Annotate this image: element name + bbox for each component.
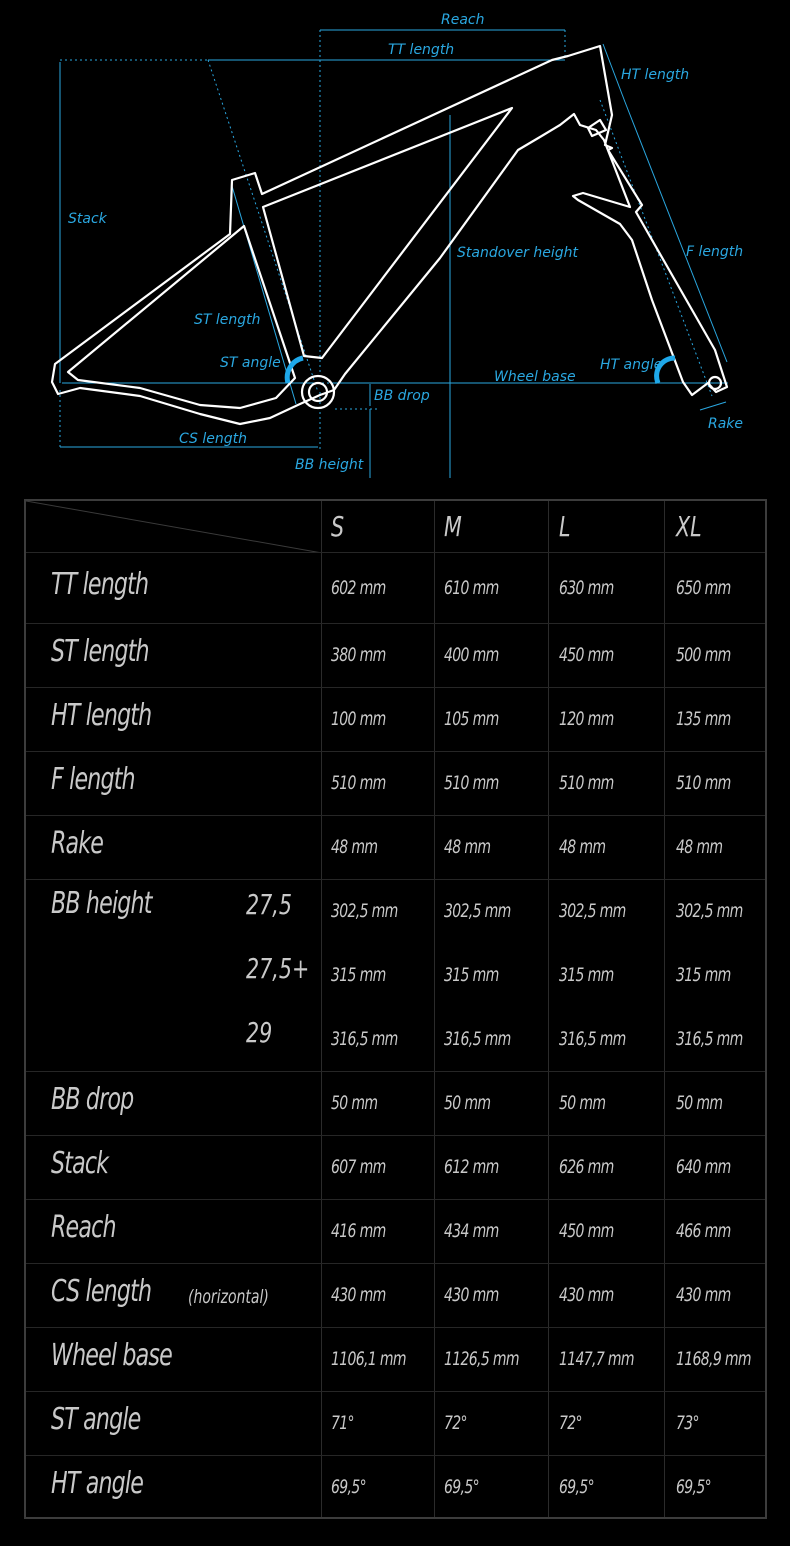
table-cell: 302,5 mm (444, 900, 511, 922)
size-header-m: M (444, 510, 462, 543)
table-row-f-length (26, 752, 765, 816)
label-f-length: F length (686, 244, 744, 260)
label-bb-drop: BB drop (374, 388, 430, 404)
table-cell: 510 mm (559, 772, 614, 794)
table-cell: 48 mm (331, 836, 378, 858)
label-st-angle: ST angle (220, 355, 281, 371)
table-cell: 640 mm (676, 1156, 731, 1178)
row-label-f-length: F length (51, 762, 135, 797)
table-cell: 100 mm (331, 708, 386, 730)
wheel-size-label: 27,5 (246, 888, 292, 921)
table-row-stack (26, 1136, 765, 1200)
table-cell: 450 mm (559, 644, 614, 666)
size-header-xl: XL (676, 510, 702, 543)
table-cell: 510 mm (331, 772, 386, 794)
label-bb-height: BB height (295, 457, 364, 473)
table-cell: 316,5 mm (676, 1028, 743, 1050)
row-label-wheel-base: Wheel base (51, 1338, 172, 1373)
table-cell: 72° (559, 1412, 582, 1434)
table-cell: 1147,7 mm (559, 1348, 634, 1370)
row-label-reach: Reach (51, 1210, 116, 1245)
table-row-ht-length (26, 688, 765, 752)
table-cell: 430 mm (331, 1284, 386, 1306)
table-cell: 626 mm (559, 1156, 614, 1178)
table-cell: 135 mm (676, 708, 731, 730)
table-cell: 302,5 mm (331, 900, 398, 922)
label-cs-length: CS length (179, 431, 247, 447)
table-row-wheel-base (26, 1328, 765, 1392)
table-cell: 316,5 mm (444, 1028, 511, 1050)
table-cell: 315 mm (444, 964, 499, 986)
table-cell: 430 mm (444, 1284, 499, 1306)
table-cell: 500 mm (676, 644, 731, 666)
table-cell: 400 mm (444, 644, 499, 666)
table-cell: 316,5 mm (331, 1028, 398, 1050)
table-cell: 315 mm (676, 964, 731, 986)
size-header-s: S (331, 510, 345, 543)
wheel-size-label: 29 (246, 1016, 273, 1049)
table-cell: 650 mm (676, 576, 731, 599)
row-label-bb-drop: BB drop (51, 1082, 134, 1117)
table-cell: 630 mm (559, 576, 614, 599)
table-row-reach (26, 1200, 765, 1264)
table-cell: 430 mm (676, 1284, 731, 1306)
label-wheel-base: Wheel base (494, 369, 576, 385)
table-cell: 315 mm (559, 964, 614, 986)
table-cell: 450 mm (559, 1220, 614, 1242)
table-cell: 69,5° (559, 1476, 594, 1498)
row-label-st-length: ST length (51, 634, 149, 669)
table-cell: 302,5 mm (559, 900, 626, 922)
wheel-size-label: 27,5+ (246, 952, 310, 985)
table-cell: 316,5 mm (559, 1028, 626, 1050)
table-row-rake (26, 816, 765, 880)
label-tt-length: TT length (388, 42, 455, 58)
label-standover-height: Standover height (457, 245, 579, 261)
dimension-lines (60, 30, 728, 478)
table-cell: 50 mm (331, 1092, 378, 1114)
table-row-st-length (26, 624, 765, 688)
row-label-cs-length: CS length (51, 1274, 152, 1309)
table-header-row (26, 501, 765, 553)
geometry-table (24, 499, 767, 1519)
table-cell: 50 mm (559, 1092, 606, 1114)
table-row-st-angle (26, 1392, 765, 1456)
table-cell: 610 mm (444, 576, 499, 599)
table-cell: 510 mm (676, 772, 731, 794)
table-cell: 602 mm (331, 576, 386, 599)
table-cell: 1126,5 mm (444, 1348, 519, 1370)
table-cell: 105 mm (444, 708, 499, 730)
table-cell: 510 mm (444, 772, 499, 794)
table-cell: 466 mm (676, 1220, 731, 1242)
label-stack: Stack (68, 211, 107, 227)
table-row-ht-angle (26, 1456, 765, 1520)
table-cell: 69,5° (444, 1476, 479, 1498)
table-cell: 120 mm (559, 708, 614, 730)
table-cell: 302,5 mm (676, 900, 743, 922)
table-row-tt-length (26, 553, 765, 624)
table-cell: 71° (331, 1412, 354, 1434)
table-cell: 607 mm (331, 1156, 386, 1178)
row-label-note: (horizontal) (188, 1286, 269, 1308)
frame-geometry-diagram (0, 0, 790, 495)
table-cell: 72° (444, 1412, 467, 1434)
table-cell: 50 mm (676, 1092, 723, 1114)
table-cell: 416 mm (331, 1220, 386, 1242)
table-cell: 73° (676, 1412, 699, 1434)
table-cell: 69,5° (331, 1476, 366, 1498)
label-st-length: ST length (194, 312, 261, 328)
table-cell: 612 mm (444, 1156, 499, 1178)
row-label-rake: Rake (51, 826, 104, 861)
table-cell: 315 mm (331, 964, 386, 986)
row-label-st-angle: ST angle (51, 1402, 141, 1437)
row-label-stack: Stack (51, 1146, 109, 1181)
row-label-ht-length: HT length (51, 698, 152, 733)
label-rake: Rake (708, 416, 744, 432)
table-cell: 380 mm (331, 644, 386, 666)
table-cell: 1106,1 mm (331, 1348, 406, 1370)
table-cell: 48 mm (676, 836, 723, 858)
table-cell: 1168,9 mm (676, 1348, 751, 1370)
row-label-ht-angle: HT angle (51, 1466, 144, 1501)
table-cell: 48 mm (559, 836, 606, 858)
table-row-bb-height (26, 880, 765, 1072)
table-cell: 430 mm (559, 1284, 614, 1306)
size-header-l: L (559, 510, 571, 543)
table-cell: 50 mm (444, 1092, 491, 1114)
construction-lines (60, 30, 728, 450)
table-cell: 69,5° (676, 1476, 711, 1498)
label-ht-angle: HT angle (600, 357, 663, 373)
row-label-tt-length: TT length (51, 566, 149, 602)
label-reach: Reach (441, 12, 485, 28)
row-label-bb-height: BB height (51, 886, 152, 921)
table-row-cs-length (26, 1264, 765, 1328)
label-ht-length: HT length (621, 67, 690, 83)
table-cell: 434 mm (444, 1220, 499, 1242)
table-cell: 48 mm (444, 836, 491, 858)
table-row-bb-drop (26, 1072, 765, 1136)
